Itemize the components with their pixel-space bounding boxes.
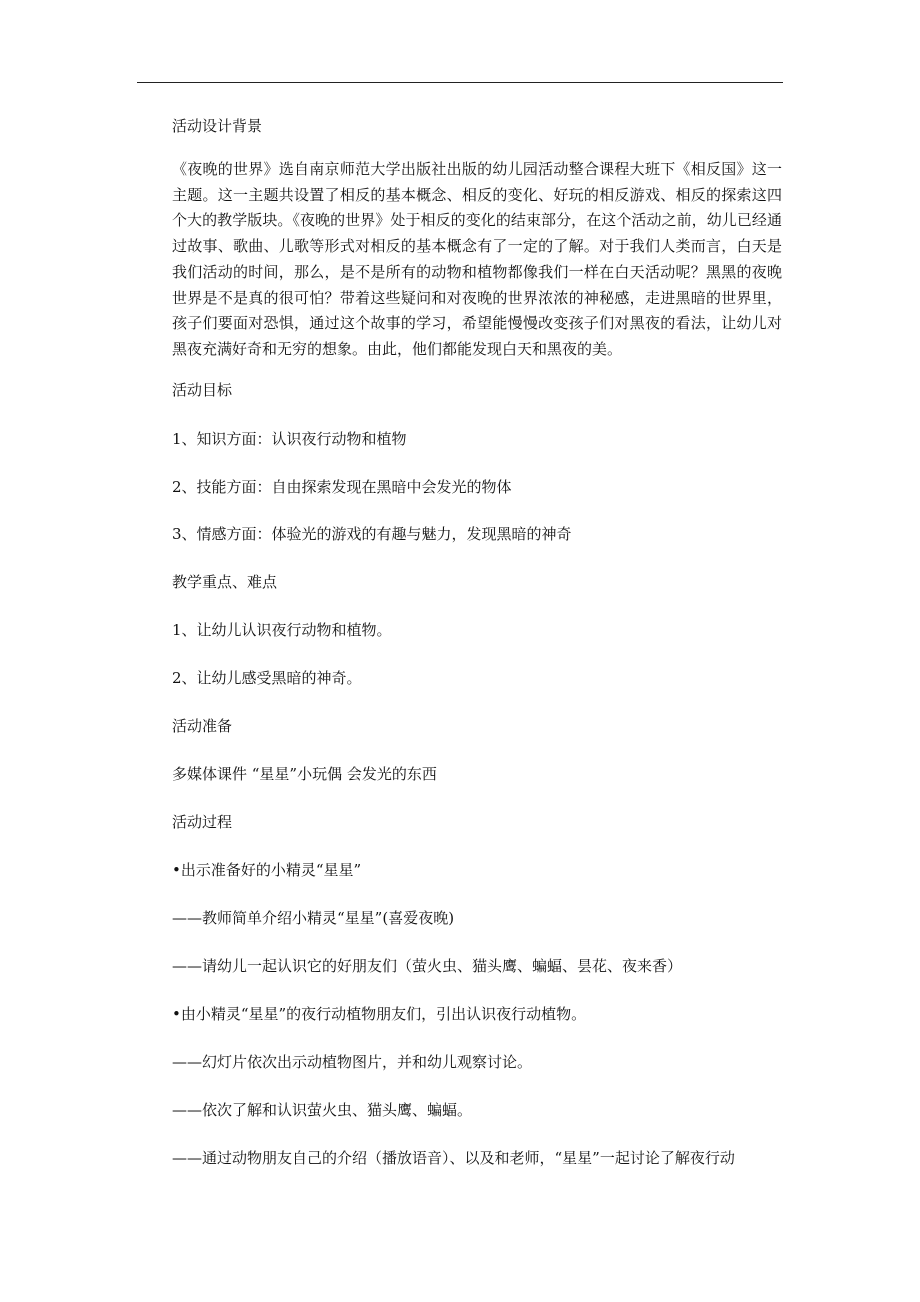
- process-step: ——教师简单介绍小精灵“星星”(喜爱夜晚): [172, 909, 455, 927]
- process-step: ——幻灯片依次出示动植物图片，并和幼儿观察讨论。: [172, 1053, 533, 1071]
- header-rule: [137, 82, 783, 83]
- process-step: ——通过动物朋友自己的介绍（播放语音）、以及和老师，“星星”一起讨论了解夜行动: [172, 1149, 735, 1167]
- key-point-item: 1、让幼儿认识夜行动物和植物。: [172, 621, 392, 639]
- process-step: •出示准备好的小精灵“星星”: [172, 861, 362, 879]
- goal-item: 1、知识方面：认识夜行动物和植物: [172, 430, 407, 448]
- heading-key-points: 教学重点、难点: [172, 573, 278, 591]
- goal-item: 2、技能方面：自由探索发现在黑暗中会发光的物体: [172, 478, 512, 496]
- process-step: ——依次了解和认识萤火虫、猫头鹰、蝙蝠。: [172, 1101, 473, 1119]
- process-step: ——请幼儿一起认识它的好朋友们（萤火虫、猫头鹰、蝙蝠、昙花、夜来香）: [172, 957, 683, 975]
- heading-process: 活动过程: [172, 813, 233, 831]
- heading-preparation: 活动准备: [172, 717, 233, 735]
- process-step: •由小精灵“星星”的夜行动植物朋友们，引出认识夜行动植物。: [172, 1005, 587, 1023]
- key-point-item: 2、让幼儿感受黑暗的神奇。: [172, 669, 362, 687]
- heading-goals: 活动目标: [172, 381, 233, 399]
- background-paragraph: [172, 157, 782, 363]
- heading-background: 活动设计背景: [172, 117, 263, 135]
- preparation-text: 多媒体课件 “星星”小玩偶 会发光的东西: [172, 765, 437, 783]
- background-paragraph-text: 《夜晚的世界》选自南京师范大学出版社出版的幼儿园活动整合课程大班下《相反国》这一主题。这一主题共设置了相反的基本概念、相反的变化、好玩的相反游戏、相反的探索这四个大的教学版块。《夜晚的世界》处于相反的变化的结束部分，在这个活动之前，幼儿已经通过故事、歌曲、儿歌等形式对相反的基本概念有了一定的了解。对于我们人类而言，白天是我们活动的时间，那么，是不是所有的动物和植物都像我们一样在白天活动呢？黑黑的夜晚世界是不是真的很可怕？带着这些疑问和对夜晚的世界浓浓的神秘感，走进黑暗的世界里，孩子们要面对恐惧，通过这个故事的学习，希望能慢慢改变孩子们对黑夜的看法，让幼儿对黑夜充满好奇和无穷的想象。由此，他们都能发现白天和黑夜的美。: [172, 160, 782, 358]
- goal-item: 3、情感方面：体验光的游戏的有趣与魅力，发现黑暗的神奇: [172, 525, 572, 543]
